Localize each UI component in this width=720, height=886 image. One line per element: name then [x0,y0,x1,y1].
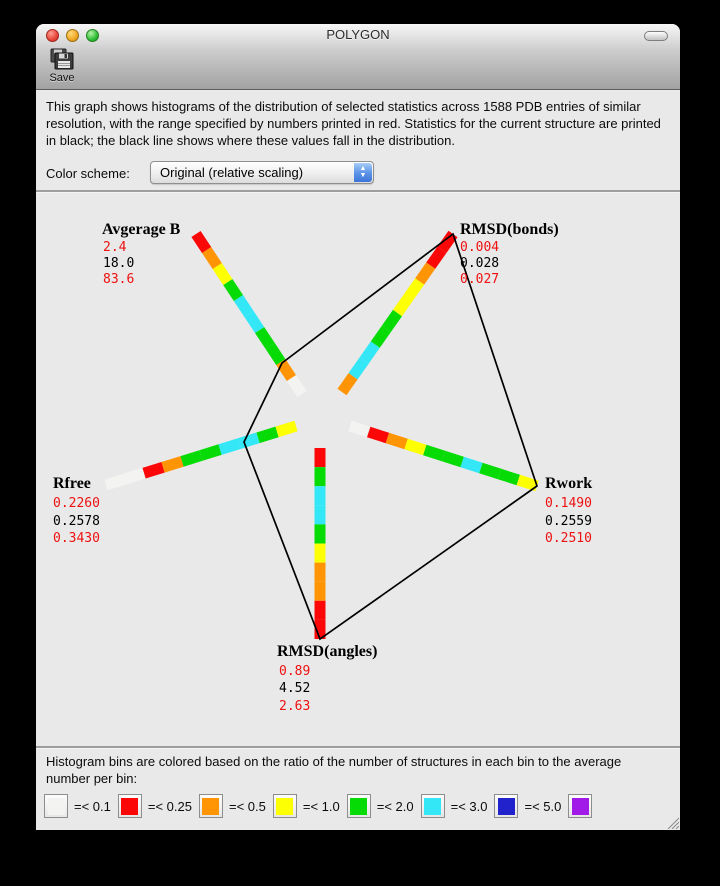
separator-bottom [36,746,680,749]
legend-swatch-blue [494,794,518,818]
histogram-segment [275,421,297,438]
legend-bin [273,794,340,818]
axis-max-value: 83.6 [103,272,135,287]
histogram-segment [104,474,126,491]
polygon-window [36,24,680,830]
legend-explanation-text: Histogram bins are colored based on the ratio of the number of structures in each bin to the average number per bin: [46,754,622,786]
legend-bin-label: =< 0.25 [147,798,192,814]
histogram-segment [256,427,278,444]
legend-bin [199,794,266,818]
save-button[interactable] [42,48,82,88]
histogram-segment [142,462,164,479]
axis-label: Rwork [545,475,593,492]
axis-min-value: 0.004 [460,240,500,255]
histogram-segment [315,582,326,601]
histogram-segment [461,457,483,473]
window-header [36,24,680,90]
histogram-segment [348,421,370,437]
legend-swatch-green [347,794,371,818]
color-scheme-selected-value: Original (relative scaling) [160,165,304,180]
axis-max-value: 0.2510 [545,531,592,546]
histogram-segment [315,544,326,563]
toolbar [36,46,680,89]
titlebar[interactable] [36,24,680,46]
legend-bin [568,794,592,818]
histogram-segment [479,463,501,479]
axis-label: Rfree [53,475,91,492]
histogram-segment [199,444,221,461]
legend-bin-label: =< 1.0 [302,798,340,814]
axis-current-value: 18.0 [103,256,135,271]
legend-bin [44,794,111,818]
legend-bin [347,794,414,818]
axis-min-value: 0.2260 [53,496,100,511]
legend-swatch-purple [568,794,592,818]
legend-swatch-white [44,794,68,818]
legend-swatch-cyan [421,794,445,818]
histogram-segment [442,451,464,467]
histogram-segment [315,563,326,582]
histogram-segment [315,448,326,467]
histogram-segment [423,445,445,461]
axis-min-value: 0.89 [279,664,311,679]
axis-current-value: 4.52 [279,681,311,696]
save-button-label: Save [49,72,75,84]
histogram-segment [237,433,259,450]
histogram-segment [386,433,408,449]
histogram-segment [123,468,145,485]
legend-bin-label: =< 3.0 [450,798,488,814]
histogram-segment [161,456,183,473]
axis-label: RMSD(bonds) [460,221,559,238]
histogram-segment [404,439,426,455]
legend-bin [421,794,488,818]
histogram-segment [315,467,326,486]
histogram-segment [315,601,326,620]
histogram-segment [315,505,326,524]
legend-row [44,791,688,821]
axis-label: Avgerage B [102,221,181,238]
legend-swatch-red [118,794,142,818]
legend-bin-label: =< 0.5 [228,798,266,814]
window-title: POLYGON [326,27,390,42]
legend-bin [118,794,192,818]
resize-grip[interactable] [665,815,679,829]
axis-max-value: 0.3430 [53,531,100,546]
legend-swatch-orange [199,794,223,818]
legend-bin-label: =< 2.0 [376,798,414,814]
axis-min-value: 2.4 [103,240,127,255]
axis-max-value: 0.027 [460,272,500,287]
plot-area [36,192,680,746]
content-area [36,90,680,830]
histogram-segment [498,469,520,485]
histogram-segment [315,524,326,543]
toolbar-toggle-button[interactable] [644,31,668,41]
histogram-segment [218,438,240,455]
polygon-plot [36,192,680,746]
histogram-segment [315,486,326,505]
color-scheme-row [46,161,670,185]
legend-bin-label: =< 0.1 [74,798,111,814]
legend-swatch-yellow [273,794,297,818]
axis-label: RMSD(angles) [277,643,378,660]
histogram-segment [367,427,389,443]
histogram-segment [180,450,202,467]
color-scheme-label: Color scheme: [46,166,130,181]
axis-current-value: 0.028 [460,256,500,271]
save-floppy-icon [49,48,75,72]
axis-min-value: 0.1490 [545,496,592,511]
description-text: This graph shows histograms of the distribution of selected statistics across 1588 PDB entries of similar resolution, with the range specified by numbers printed in red. Statistics for the current structure are printed in black; the black line shows where these values fall in the distribution. [46,99,661,148]
legend-bin [494,794,561,818]
axis-current-value: 0.2578 [53,514,100,529]
legend-bin-label: =< 5.0 [524,798,562,814]
axis-max-value: 2.63 [279,699,311,714]
color-scheme-popup[interactable] [150,161,374,184]
popup-stepper-icon: ▲ ▼ [354,163,372,182]
axis-current-value: 0.2559 [545,514,592,529]
